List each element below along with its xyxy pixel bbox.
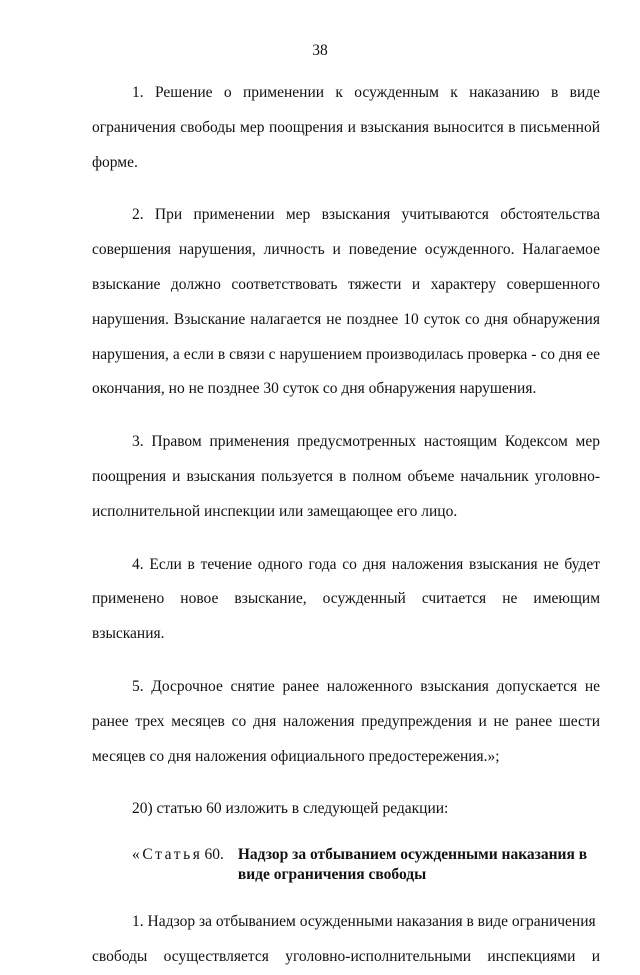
article-number: 60.: [204, 846, 224, 864]
page-content: [92, 76, 600, 975]
article-title: Надзор за отбыванием осужденными наказания в виде ограничения свободы: [237, 846, 588, 884]
final-paragraph-line-1: 1. Надзор за отбыванием осужденными наказания в виде ограничения: [132, 913, 596, 931]
page-number: 38: [312, 42, 328, 59]
paragraph-5: 5. Досрочное снятие ранее наложенного взыскания допускается не ранее трех месяцев со дня наложения предупреждения и не ранее шести месяцев со дня наложения официального предостережения.»;: [92, 677, 600, 765]
paragraph-3: 3. Правом применения предусмотренных настоящим Кодексом мер поощрения и взыскания пользуется в полном объеме начальник уголовно-исполнительной инспекции или замещающее его лицо.: [92, 433, 600, 520]
paragraph-2: 2. При применении мер взыскания учитываются обстоятельства совершения нарушения, личность и поведение осужденного. Налагаемое взыскание должно соответствовать тяжести и характеру совершенного нарушения. Взыскание налагается не позднее 10 суток со дня обнаружения нарушения, а если в связи с нарушением производилась проверка - со дня ее окончания, но не позднее 30 суток со дня обнаружения нарушения.: [92, 206, 600, 398]
article-heading: [92, 845, 600, 885]
amendment-instruction: 20) статью 60 изложить в следующей редакции:: [132, 800, 449, 818]
paragraph-4: 4. Если в течение одного года со дня наложения взыскания не будет применено новое взыскание, осужденный считается не имеющим взыскания.: [92, 555, 600, 643]
article-label: «Статья: [132, 846, 203, 864]
paragraph-1: 1. Решение о применении к осужденным к наказанию в виде ограничения свободы мер поощрения и взыскания выносится в письменной форме.: [92, 84, 600, 171]
article-60-paragraph-1: [92, 905, 600, 975]
final-paragraph-line-2: свободы осуществляется уголовно-исполнительными инспекциями и: [92, 947, 600, 965]
